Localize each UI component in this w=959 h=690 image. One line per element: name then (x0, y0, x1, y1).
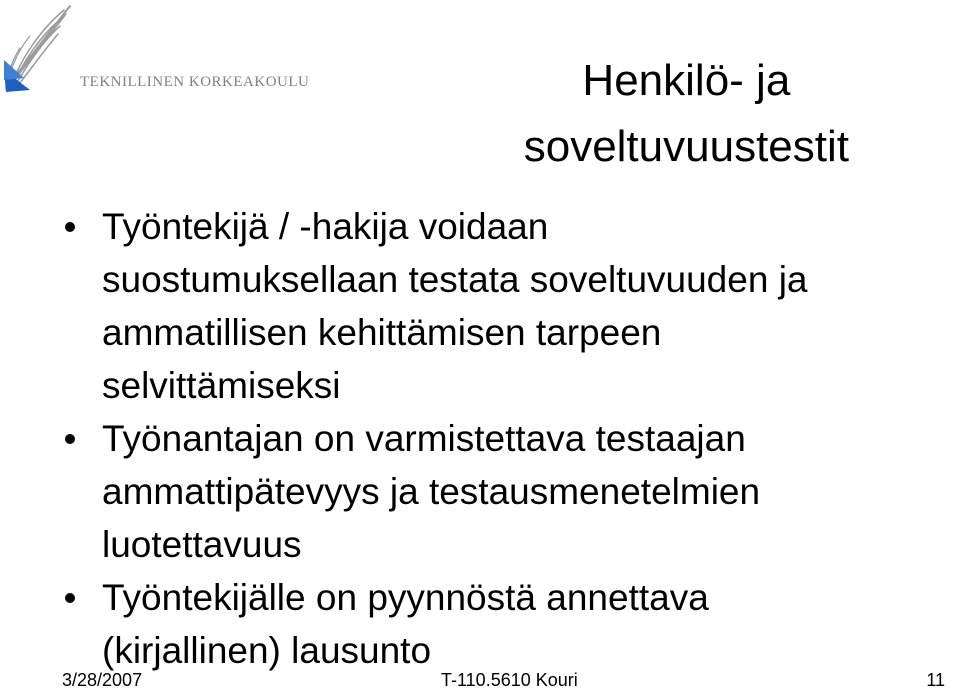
organization-name: TEKNILLINEN KORKEAKOULU (80, 74, 310, 90)
footer-date: 3/28/2007 (62, 670, 143, 690)
slide-title-line: Henkilö- ja (582, 56, 791, 105)
bullet-line: ammattipätevyys ja testausmenetelmien (102, 471, 761, 512)
footer-course: T-110.5610 Kouri (441, 670, 578, 690)
bullet-line: ammatillisen kehittämisen tarpeen (102, 312, 662, 353)
bullet-line: (kirjallinen) lausunto (102, 630, 432, 671)
bullet-item (62, 412, 808, 571)
bullet-line: Työntekijä / -hakija voidaan (102, 206, 549, 247)
bullet-item (62, 571, 808, 677)
bullet-line: suostumuksellaan testata soveltuvuuden ja (102, 259, 808, 300)
bullet-list (62, 200, 808, 677)
bullet-line: Työnantajan on varmistettava testaajan (102, 418, 746, 459)
slide-title (524, 48, 849, 180)
slide-title-line: soveltuvuustestit (523, 122, 849, 171)
page-number: 11 (926, 670, 945, 690)
bullet-line: selvittämiseksi (102, 365, 341, 406)
bullet-line: Työntekijälle on pyynnöstä annettava (102, 577, 709, 618)
tkk-wing-logo-icon (0, 0, 80, 95)
bullet-line: luotettavuus (102, 524, 302, 565)
bullet-item (62, 200, 808, 412)
